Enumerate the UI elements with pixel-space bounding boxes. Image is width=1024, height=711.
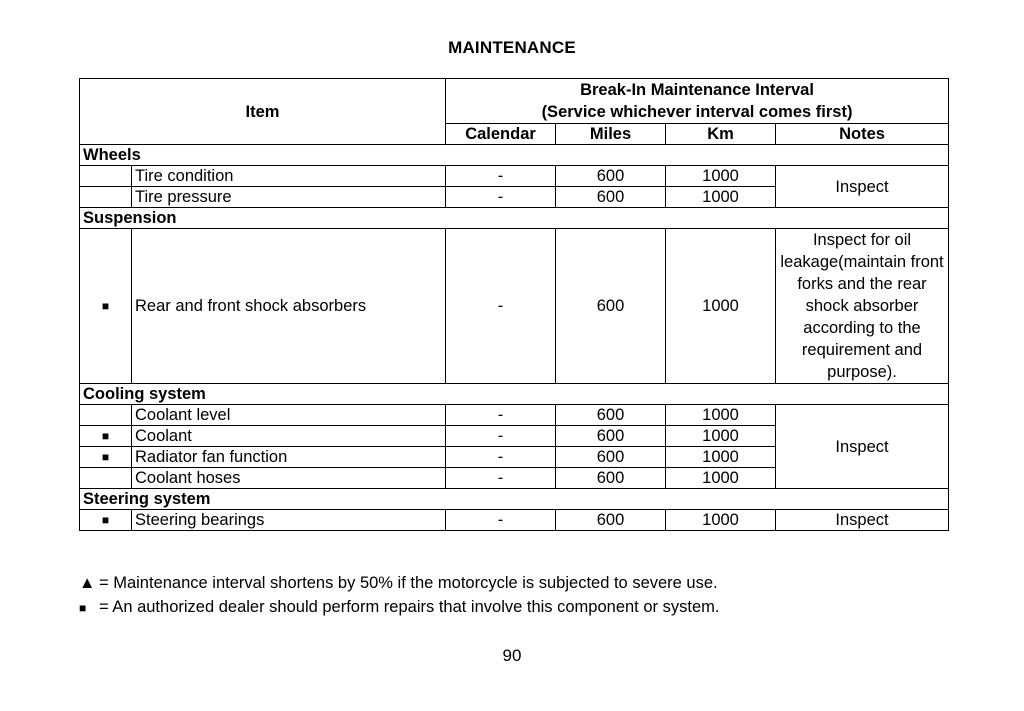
dealer-mark: ■ — [80, 447, 132, 468]
km-value: 1000 — [666, 229, 776, 384]
legend-line-severe-use — [79, 574, 718, 593]
triangle-icon: ▲ — [79, 574, 96, 592]
header-miles: Miles — [556, 124, 666, 145]
header-interval-subtitle: (Service whichever interval comes first) — [541, 103, 853, 121]
miles-value: 600 — [556, 166, 666, 187]
miles-value: 600 — [556, 426, 666, 447]
table-header-row — [80, 79, 949, 124]
item-name: Tire condition — [132, 166, 446, 187]
header-interval-title: Break-In Maintenance Interval — [580, 81, 814, 99]
item-name: Coolant — [132, 426, 446, 447]
legend-text: = Maintenance interval shortens by 50% if the motorcycle is subjected to severe use. — [99, 574, 718, 592]
section-row-wheels — [80, 145, 949, 166]
km-value: 1000 — [666, 426, 776, 447]
item-name: Coolant level — [132, 405, 446, 426]
dealer-mark: ■ — [80, 229, 132, 384]
legend-line-dealer — [79, 598, 719, 617]
table-row — [80, 510, 949, 531]
calendar-value: - — [446, 187, 556, 208]
maintenance-table — [79, 78, 949, 531]
header-item: Item — [80, 79, 446, 145]
miles-value: 600 — [556, 405, 666, 426]
notes-value: Inspect — [776, 166, 949, 208]
dealer-mark: ■ — [80, 426, 132, 447]
km-value: 1000 — [666, 187, 776, 208]
calendar-value: - — [446, 468, 556, 489]
km-value: 1000 — [666, 405, 776, 426]
table-row — [80, 166, 949, 187]
header-interval-group — [446, 79, 949, 124]
km-value: 1000 — [666, 447, 776, 468]
section-row-cooling — [80, 384, 949, 405]
calendar-value: - — [446, 405, 556, 426]
header-notes: Notes — [776, 124, 949, 145]
dealer-mark — [80, 468, 132, 489]
item-name: Rear and front shock absorbers — [132, 229, 446, 384]
calendar-value: - — [446, 166, 556, 187]
item-name: Coolant hoses — [132, 468, 446, 489]
header-km: Km — [666, 124, 776, 145]
dealer-mark: ■ — [80, 510, 132, 531]
km-value: 1000 — [666, 468, 776, 489]
item-name: Steering bearings — [132, 510, 446, 531]
notes-value: Inspect for oil leakage(maintain front forks and the rear shock absorber according to the requirement and purpose). — [776, 229, 949, 384]
miles-value: 600 — [556, 447, 666, 468]
miles-value: 600 — [556, 229, 666, 384]
miles-value: 600 — [556, 187, 666, 208]
miles-value: 600 — [556, 510, 666, 531]
item-name: Tire pressure — [132, 187, 446, 208]
miles-value: 600 — [556, 468, 666, 489]
page-title: MAINTENANCE — [448, 38, 576, 57]
dealer-mark — [80, 166, 132, 187]
dealer-mark — [80, 187, 132, 208]
table-row — [80, 405, 949, 426]
table-row — [80, 229, 949, 384]
km-value: 1000 — [666, 510, 776, 531]
calendar-value: - — [446, 426, 556, 447]
square-icon: ■ — [79, 601, 87, 615]
header-calendar: Calendar — [446, 124, 556, 145]
section-title: Cooling system — [80, 384, 949, 405]
section-title: Steering system — [80, 489, 949, 510]
item-name: Radiator fan function — [132, 447, 446, 468]
page-number: 90 — [502, 646, 522, 665]
section-row-suspension — [80, 208, 949, 229]
calendar-value: - — [446, 510, 556, 531]
calendar-value: - — [446, 229, 556, 384]
km-value: 1000 — [666, 166, 776, 187]
section-title: Wheels — [80, 145, 949, 166]
notes-value: Inspect — [776, 405, 949, 489]
calendar-value: - — [446, 447, 556, 468]
section-row-steering — [80, 489, 949, 510]
section-title: Suspension — [80, 208, 949, 229]
notes-value: Inspect — [776, 510, 949, 531]
dealer-mark — [80, 405, 132, 426]
legend-text: = An authorized dealer should perform repairs that involve this component or system. — [99, 598, 720, 616]
